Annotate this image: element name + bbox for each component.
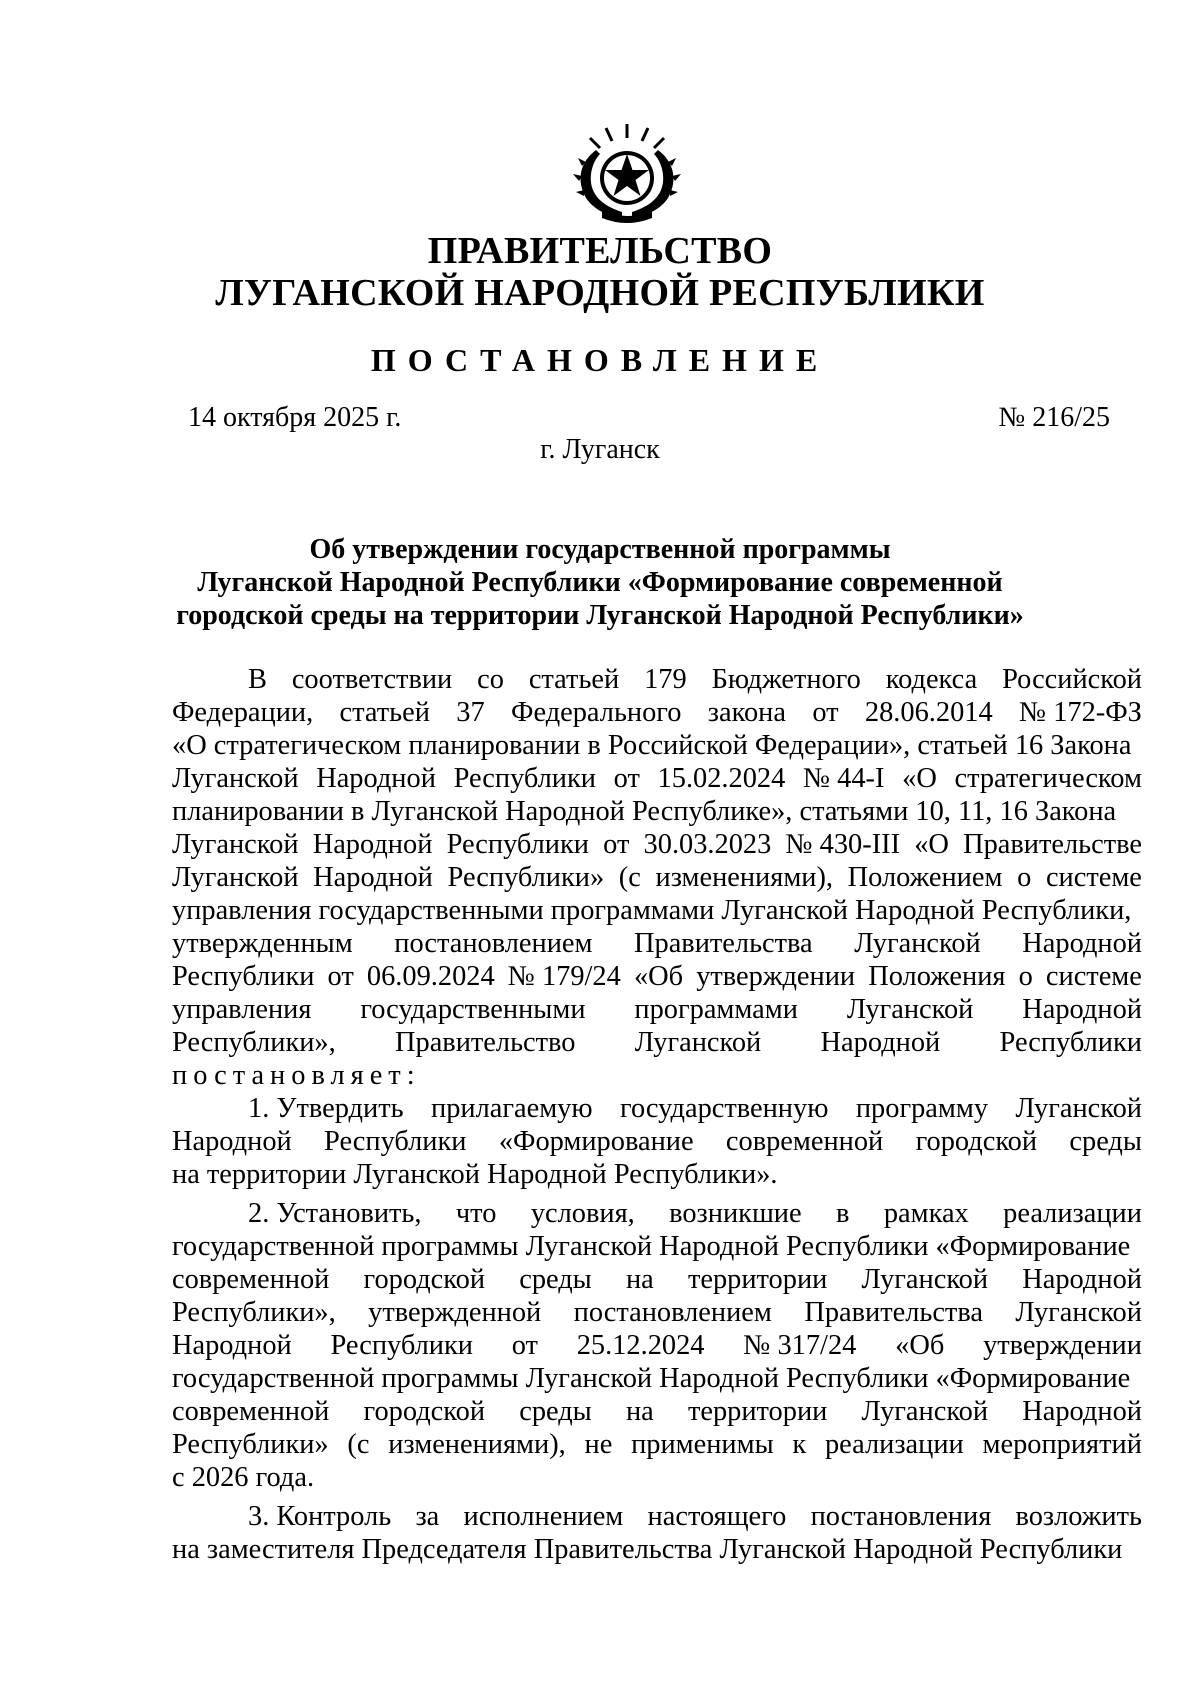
text-word: мероприятий: [982, 1429, 1142, 1460]
text-word: Луганской: [172, 862, 299, 893]
text-word: «Формирование: [498, 1126, 694, 1157]
text-line: [172, 1263, 1142, 1296]
text-word: городской: [363, 1264, 486, 1295]
text-word: условия,: [530, 1198, 635, 1229]
text-line: [172, 861, 1142, 894]
text-word: территории: [687, 1264, 828, 1295]
government-title-line2: ЛУГАНСКОЙ НАРОДНОЙ РЕСПУБЛИКИ: [215, 272, 985, 314]
text-word: программами: [634, 994, 798, 1025]
document-body: [172, 663, 1142, 1566]
text-word: Народной: [1022, 928, 1142, 959]
text-word: на: [625, 1264, 654, 1295]
text-line: [172, 1230, 1142, 1263]
text-word: 1. Утвердить: [248, 1093, 404, 1124]
resolves-word: постановляет:: [172, 1060, 421, 1091]
text-word: изменениями),: [388, 1429, 566, 1460]
text-word: № 172-ФЗ: [1019, 697, 1142, 728]
document-date: 14 октября 2025 г.: [188, 402, 402, 433]
text-word: Луганской: [1015, 1093, 1142, 1124]
text-word: Луганской: [1015, 1297, 1142, 1328]
text-word: утвержденным: [172, 928, 353, 959]
text-word: Федерального: [511, 697, 682, 728]
text-word: на: [625, 1396, 654, 1427]
text-word: городской: [915, 1126, 1038, 1157]
text-line: [172, 828, 1142, 861]
text-line: [172, 1395, 1142, 1428]
document-number: № 216/25: [998, 402, 1110, 433]
text-word: 15.02.2024: [657, 763, 786, 794]
text-word: возникшие: [669, 1198, 802, 1229]
text-word: среды: [1069, 1126, 1142, 1157]
text-word: Республики»: [447, 862, 605, 893]
government-title-line1: ПРАВИТЕЛЬСТВО: [427, 230, 773, 272]
text-word: «О стратегическом планировании в Российской Федерации», статьей 16 Закона: [172, 730, 1132, 761]
text-word: среды: [519, 1396, 592, 1427]
text-line: [172, 960, 1142, 993]
text-word: Народной: [313, 862, 433, 893]
text-line: [172, 1125, 1142, 1158]
text-word: Положением: [847, 862, 1003, 893]
text-word: Республики»,: [172, 1027, 336, 1058]
text-word: соответствии: [291, 664, 453, 695]
text-word: на заместителя Председателя Правительства Луганской Народной Республики: [172, 1534, 1123, 1565]
text-word: Народной: [172, 1330, 292, 1361]
text-word: Луганской: [172, 763, 299, 794]
text-word: системе: [1045, 961, 1142, 992]
text-word: Луганской: [861, 1396, 989, 1427]
text-word: утверждении: [983, 1330, 1142, 1361]
text-word: 28.06.2014: [864, 697, 993, 728]
text-word: постановлением: [394, 928, 593, 959]
text-word: со: [477, 664, 504, 695]
text-line: на территории Луганской Народной Республики».: [172, 1159, 778, 1190]
text-line: [172, 927, 1142, 960]
text-word: системе: [1045, 862, 1142, 893]
text-line: [172, 696, 1142, 729]
text-word: реализации: [824, 1429, 964, 1460]
text-word: (с: [347, 1429, 370, 1460]
text-word: № 44-I: [802, 763, 885, 794]
text-word: Республики: [453, 763, 596, 794]
subject-line: Луганской Народной Республики «Формирование современной: [197, 567, 1003, 598]
text-word: стратегическом: [954, 763, 1142, 794]
text-word: от: [327, 961, 354, 992]
subject-line: городской среды на территории Луганской Народной Республики»: [176, 600, 1024, 631]
text-line: [172, 1296, 1142, 1329]
text-word: Федерации,: [172, 697, 314, 728]
coat-of-arms-icon: [566, 118, 688, 224]
text-line: [172, 1500, 1142, 1533]
text-word: от: [603, 829, 630, 860]
text-word: Правительства: [804, 1297, 983, 1328]
text-word: управления государственными программами Луганской Народной Республики,: [172, 895, 1132, 926]
text-word: № 179/24: [507, 961, 621, 992]
text-line: [172, 894, 1142, 927]
text-word: рамках: [883, 1198, 969, 1229]
text-line: [172, 1428, 1142, 1461]
text-word: постановления: [810, 1501, 992, 1532]
text-word: Народной: [316, 763, 436, 794]
text-word: Луганской: [861, 1264, 989, 1295]
document-type: ПОСТАНОВЛЕНИЕ: [370, 342, 830, 378]
text-word: управления: [172, 994, 312, 1025]
text-word: утверждении: [696, 961, 856, 992]
text-line: [172, 993, 1142, 1026]
text-word: В: [248, 664, 267, 695]
text-word: № 430-III: [785, 829, 901, 860]
text-word: за: [415, 1501, 440, 1532]
text-word: планировании в Луганской Народной Республике», статьями 10, 11, 16 Закона: [172, 796, 1117, 827]
text-word: что: [455, 1198, 497, 1229]
text-word: Луганской: [854, 928, 981, 959]
text-word: прилагаемую: [431, 1093, 593, 1124]
text-word: от: [511, 1330, 538, 1361]
text-line: [172, 729, 1142, 762]
text-word: государственной программы Луганской Народной Республики «Формирование: [172, 1231, 1131, 1262]
text-line: [172, 762, 1142, 795]
text-line: [172, 1329, 1142, 1362]
text-word: современной: [172, 1396, 330, 1427]
text-word: Народной: [1022, 994, 1142, 1025]
text-word: 37: [456, 697, 485, 728]
text-word: государственными: [360, 994, 586, 1025]
text-word: государственную: [620, 1093, 829, 1124]
text-word: Российской: [1002, 664, 1142, 695]
text-word: современной: [172, 1264, 330, 1295]
text-word: 25.12.2024: [576, 1330, 705, 1361]
text-word: Правительство: [395, 1027, 576, 1058]
text-word: Правительства: [634, 928, 813, 959]
text-word: «О: [914, 829, 949, 860]
document-subject: [170, 533, 1030, 632]
text-word: Народной: [820, 1027, 941, 1058]
text-word: территории: [687, 1396, 828, 1427]
text-word: Республики: [999, 1027, 1142, 1058]
text-line: [172, 1533, 1142, 1566]
text-word: Народной: [172, 1126, 292, 1157]
text-word: современной: [725, 1126, 884, 1157]
text-word: «Об: [633, 961, 684, 992]
text-line: [172, 1362, 1142, 1395]
text-line: [172, 1092, 1142, 1125]
text-word: Республики: [324, 1126, 467, 1157]
text-word: настоящего: [647, 1501, 787, 1532]
text-word: Республики»: [172, 1429, 329, 1460]
text-word: 3. Контроль: [248, 1501, 392, 1532]
text-word: (с: [618, 862, 641, 893]
text-word: среды: [519, 1264, 592, 1295]
text-word: 30.03.2023: [643, 829, 772, 860]
text-word: 2. Установить,: [248, 1198, 422, 1229]
text-word: Республики»,: [172, 1297, 336, 1328]
text-word: Луганской: [172, 829, 299, 860]
text-word: от: [812, 697, 839, 728]
text-word: Луганской: [634, 1027, 762, 1058]
text-word: исполнением: [463, 1501, 624, 1532]
text-word: о: [1018, 961, 1033, 992]
text-word: № 317/24: [743, 1330, 857, 1361]
text-line: [172, 1197, 1142, 1230]
text-word: в: [836, 1198, 850, 1229]
text-word: Республики: [330, 1330, 473, 1361]
text-word: утвержденной: [368, 1297, 542, 1328]
text-word: 06.09.2024: [366, 961, 495, 992]
text-word: от: [613, 763, 640, 794]
text-word: реализации: [1003, 1198, 1142, 1229]
text-word: применимы: [631, 1429, 774, 1460]
text-word: кодекса: [885, 664, 978, 695]
text-word: программу: [855, 1093, 989, 1124]
subject-line: Об утверждении государственной программы: [309, 534, 891, 565]
text-line: [172, 1026, 1142, 1059]
text-word: о: [1017, 862, 1032, 893]
text-word: Положения: [868, 961, 1006, 992]
text-word: «О: [902, 763, 937, 794]
text-word: государственной программы Луганской Народной Республики «Формирование: [172, 1363, 1131, 1394]
text-word: Народной: [312, 829, 433, 860]
text-line: с 2026 года.: [172, 1462, 315, 1493]
text-word: «Об: [895, 1330, 945, 1361]
text-word: Республики: [446, 829, 589, 860]
text-word: статьей: [528, 664, 620, 695]
text-word: городской: [363, 1396, 486, 1427]
text-line: [172, 663, 1142, 696]
text-word: постановлением: [573, 1297, 772, 1328]
text-line: [172, 795, 1142, 828]
text-word: Бюджетного: [711, 664, 861, 695]
text-word: изменениями),: [655, 862, 834, 893]
text-word: Народной: [1022, 1264, 1142, 1295]
text-word: к: [792, 1429, 807, 1460]
text-word: Народной: [1022, 1396, 1142, 1427]
text-word: закона: [707, 697, 786, 728]
text-word: 179: [644, 664, 687, 695]
text-word: Республики: [172, 961, 315, 992]
text-word: Луганской: [846, 994, 974, 1025]
document-city: г. Луганск: [540, 434, 660, 465]
text-word: Правительстве: [963, 829, 1142, 860]
text-word: возложить: [1015, 1501, 1142, 1532]
text-word: статьей: [339, 697, 430, 728]
text-word: не: [584, 1429, 613, 1460]
